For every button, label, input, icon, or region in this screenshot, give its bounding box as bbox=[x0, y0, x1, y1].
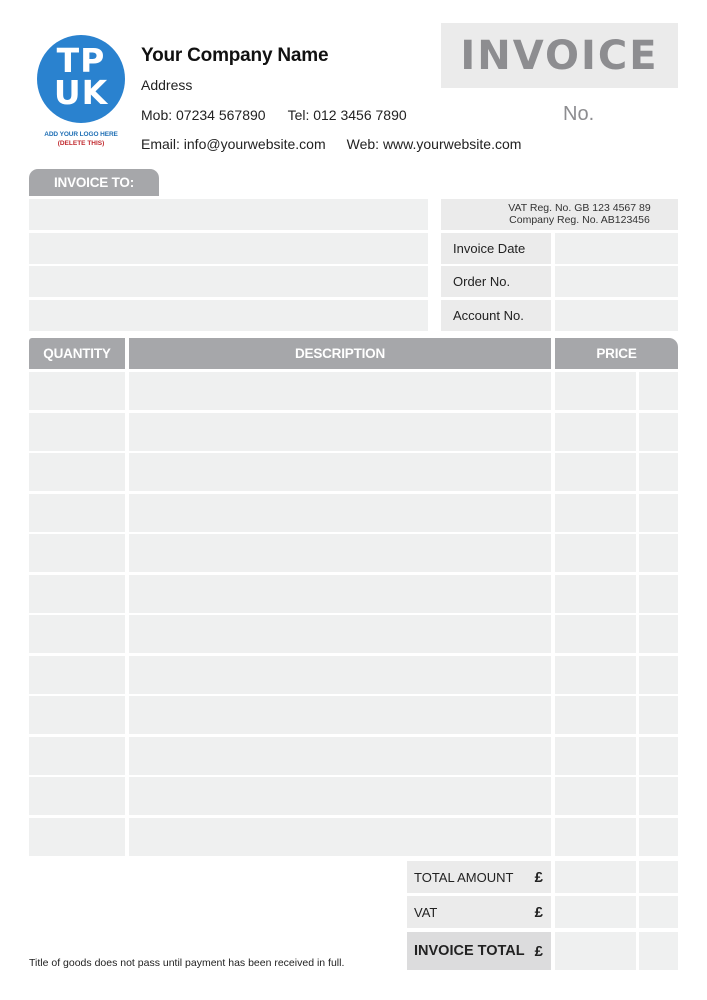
invoice-total-label bbox=[407, 932, 551, 970]
bill-to-line-1[interactable] bbox=[29, 199, 428, 230]
quantity-cell[interactable] bbox=[29, 737, 125, 775]
price-pence-cell[interactable] bbox=[639, 413, 678, 451]
price-pounds-cell[interactable] bbox=[555, 372, 636, 410]
quantity-cell[interactable] bbox=[29, 372, 125, 410]
invoice-total-text: INVOICE TOTAL bbox=[414, 943, 525, 959]
price-pence-cell[interactable] bbox=[639, 656, 678, 694]
company-logo bbox=[37, 35, 125, 123]
description-cell[interactable] bbox=[129, 615, 551, 653]
total-amount-label bbox=[407, 861, 551, 893]
quantity-cell[interactable] bbox=[29, 413, 125, 451]
description-cell[interactable] bbox=[129, 453, 551, 491]
description-cell[interactable] bbox=[129, 696, 551, 734]
quantity-cell[interactable] bbox=[29, 818, 125, 856]
bill-to-line-2[interactable] bbox=[29, 233, 428, 264]
price-pounds-cell[interactable] bbox=[555, 737, 636, 775]
description-cell[interactable] bbox=[129, 534, 551, 572]
pound-sign: £ bbox=[534, 942, 543, 960]
description-cell[interactable] bbox=[129, 777, 551, 815]
mobile-number: Mob: 07234 567890 bbox=[141, 107, 266, 123]
company-name: Your Company Name bbox=[141, 45, 329, 66]
quantity-cell[interactable] bbox=[29, 656, 125, 694]
order-number-label: Order No. bbox=[441, 266, 551, 297]
quantity-cell[interactable] bbox=[29, 534, 125, 572]
vat-text: VAT bbox=[414, 904, 438, 920]
quantity-column-header: QUANTITY bbox=[29, 338, 125, 369]
account-number-label: Account No. bbox=[441, 300, 551, 331]
price-pence-cell[interactable] bbox=[639, 534, 678, 572]
pound-sign: £ bbox=[534, 903, 543, 921]
company-reg-number: Company Reg. No. AB123456 bbox=[509, 214, 650, 226]
vat-reg-number: VAT Reg. No. GB 123 4567 89 bbox=[508, 202, 651, 214]
price-pounds-cell[interactable] bbox=[555, 494, 636, 532]
quantity-cell[interactable] bbox=[29, 575, 125, 613]
price-pence-cell[interactable] bbox=[639, 777, 678, 815]
price-pounds-cell[interactable] bbox=[555, 696, 636, 734]
price-pence-cell[interactable] bbox=[639, 494, 678, 532]
invoice-to-tab: INVOICE TO: bbox=[29, 169, 159, 196]
price-pence-cell[interactable] bbox=[639, 737, 678, 775]
price-pence-cell[interactable] bbox=[639, 615, 678, 653]
description-cell[interactable] bbox=[129, 372, 551, 410]
order-number-field[interactable] bbox=[555, 266, 678, 297]
account-number-field[interactable] bbox=[555, 300, 678, 331]
logo-caption-note: (DELETE THIS) bbox=[57, 140, 105, 147]
quantity-cell[interactable] bbox=[29, 696, 125, 734]
total-amount-pounds-field[interactable] bbox=[555, 861, 636, 893]
description-cell[interactable] bbox=[129, 413, 551, 451]
web-contact-row bbox=[141, 136, 521, 152]
price-pounds-cell[interactable] bbox=[555, 615, 636, 653]
total-amount-pence-field[interactable] bbox=[639, 861, 678, 893]
price-pounds-cell[interactable] bbox=[555, 777, 636, 815]
invoice-date-label: Invoice Date bbox=[441, 233, 551, 264]
company-address: Address bbox=[141, 77, 193, 93]
description-cell[interactable] bbox=[129, 818, 551, 856]
price-pounds-cell[interactable] bbox=[555, 818, 636, 856]
price-column-header: PRICE bbox=[555, 338, 678, 369]
price-pounds-cell[interactable] bbox=[555, 656, 636, 694]
description-cell[interactable] bbox=[129, 656, 551, 694]
description-cell[interactable] bbox=[129, 575, 551, 613]
logo-text-line1: TP bbox=[56, 41, 106, 80]
description-cell[interactable] bbox=[129, 494, 551, 532]
description-cell[interactable] bbox=[129, 737, 551, 775]
logo-caption: ADD YOUR LOGO HERE bbox=[44, 131, 118, 138]
price-pounds-cell[interactable] bbox=[555, 534, 636, 572]
bill-to-line-4[interactable] bbox=[29, 300, 428, 331]
invoice-number-label: No. bbox=[563, 103, 595, 125]
quantity-cell[interactable] bbox=[29, 453, 125, 491]
price-pounds-cell[interactable] bbox=[555, 575, 636, 613]
price-pounds-cell[interactable] bbox=[555, 453, 636, 491]
bill-to-line-3[interactable] bbox=[29, 266, 428, 297]
invoice-title-box bbox=[441, 23, 678, 88]
phone-row bbox=[141, 107, 407, 123]
invoice-total-pounds-field[interactable] bbox=[555, 932, 636, 970]
price-pence-cell[interactable] bbox=[639, 818, 678, 856]
website-address: Web: www.yourwebsite.com bbox=[346, 136, 522, 152]
price-pence-cell[interactable] bbox=[639, 696, 678, 734]
price-pounds-cell[interactable] bbox=[555, 413, 636, 451]
quantity-cell[interactable] bbox=[29, 615, 125, 653]
total-amount-text: TOTAL AMOUNT bbox=[414, 869, 514, 885]
quantity-cell[interactable] bbox=[29, 777, 125, 815]
logo-text-line2: UK bbox=[53, 73, 109, 112]
invoice-title: INVOICE bbox=[460, 32, 659, 79]
description-column-header: DESCRIPTION bbox=[129, 338, 551, 369]
terms-note: Title of goods does not pass until payment has been received in full. bbox=[29, 957, 345, 969]
invoice-date-field[interactable] bbox=[555, 233, 678, 264]
price-pence-cell[interactable] bbox=[639, 453, 678, 491]
telephone-number: Tel: 012 3456 7890 bbox=[287, 107, 407, 123]
vat-pence-field[interactable] bbox=[639, 896, 678, 928]
pound-sign: £ bbox=[534, 868, 543, 886]
price-pence-cell[interactable] bbox=[639, 575, 678, 613]
email-address: Email: info@yourwebsite.com bbox=[141, 136, 326, 152]
registration-box bbox=[441, 199, 678, 230]
quantity-cell[interactable] bbox=[29, 494, 125, 532]
vat-label bbox=[407, 896, 551, 928]
vat-pounds-field[interactable] bbox=[555, 896, 636, 928]
price-pence-cell[interactable] bbox=[639, 372, 678, 410]
invoice-total-pence-field[interactable] bbox=[639, 932, 678, 970]
